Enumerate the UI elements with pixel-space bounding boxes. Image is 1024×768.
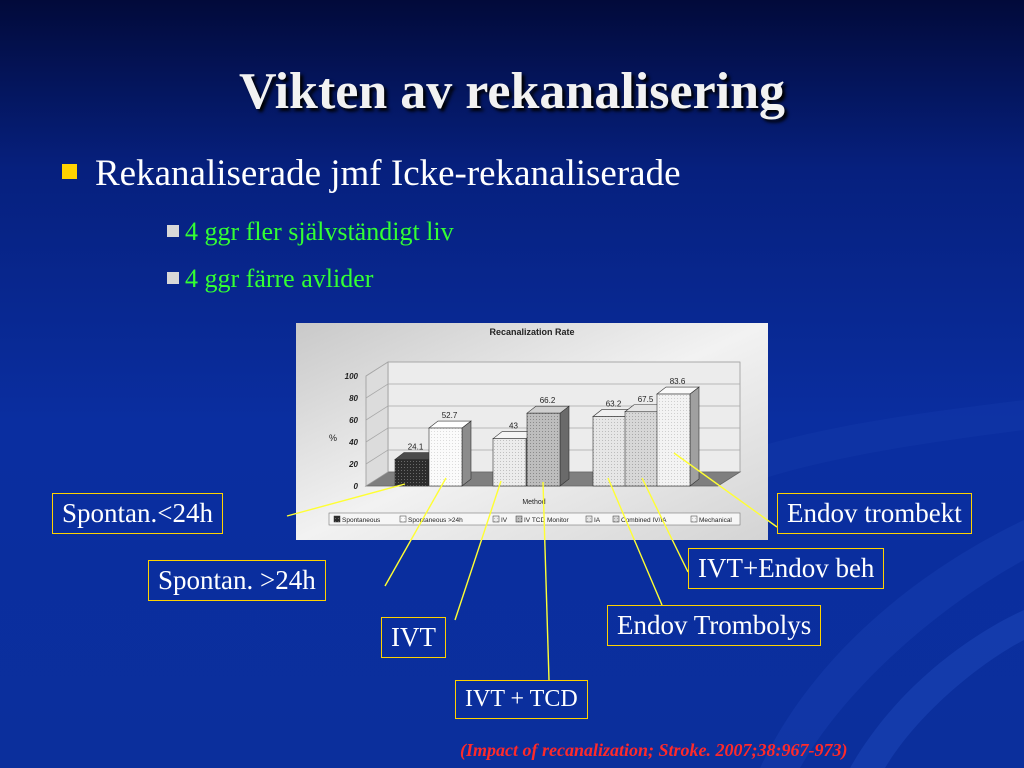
y-tick-label: 0 [353, 482, 358, 491]
bar-value-label: 43 [509, 421, 518, 431]
legend-label: Spontaneous [342, 517, 381, 524]
recanalization-rate-chart [296, 323, 768, 540]
chart-title: Recanalization Rate [489, 327, 575, 337]
legend-swatch-1 [400, 516, 406, 522]
callout-ivt-tcd: IVT + TCD [455, 680, 588, 719]
legend-swatch-3 [516, 516, 522, 522]
bar-side-3 [560, 406, 569, 486]
callout-ivt-endov: IVT+Endov beh [688, 548, 884, 589]
slide-title: Vikten av rekanalisering [238, 63, 786, 120]
y-axis-label: % [328, 433, 338, 443]
bar-5 [625, 412, 658, 486]
main-bullet-text: Rekanaliserade jmf Icke-rekanaliserade [95, 153, 681, 194]
bar-0 [395, 459, 428, 486]
bar-side-1 [462, 421, 471, 486]
x-axis-label: Method [522, 499, 546, 506]
bullet-square-icon [62, 164, 77, 179]
bar-value-label: 66.2 [539, 396, 556, 406]
sub-bullet-1 [167, 217, 454, 247]
sub-bullet-square-icon [167, 225, 179, 237]
legend-label: Spontaneous >24h [408, 517, 463, 524]
callout-endov-trombolys: Endov Trombolys [607, 605, 821, 646]
bar-value-label: 67.5 [637, 394, 654, 404]
legend-swatch-4 [586, 516, 592, 522]
y-tick-label: 80 [349, 394, 358, 403]
sub-bullet-2 [167, 264, 373, 294]
y-tick-label: 20 [349, 460, 358, 469]
bar-side-6 [690, 387, 699, 486]
bar-value-label: 63.2 [605, 399, 622, 409]
legend-label: IA [594, 517, 601, 524]
sub-bullet-2-text: 4 ggr färre avlider [185, 264, 374, 293]
legend-label: IV TCD Monitor [524, 517, 569, 524]
bar-4 [593, 416, 626, 486]
bar-value-label: 83.6 [669, 377, 686, 387]
legend-label: IV [501, 517, 508, 524]
legend-swatch-5 [613, 516, 619, 522]
callout-spontan-lt24: Spontan.<24h [52, 493, 223, 534]
sub-bullet-1-text: 4 ggr fler självständigt liv [185, 217, 454, 246]
callout-endov-trombekt: Endov trombekt [777, 493, 972, 534]
bar-value-label: 24.1 [407, 442, 424, 452]
bar-1 [429, 428, 462, 486]
y-tick-label: 100 [344, 372, 358, 381]
main-bullet [62, 152, 681, 195]
y-tick-label: 40 [349, 438, 358, 447]
citation: (Impact of recanalization; Stroke. 2007;38:967-973) [460, 740, 848, 760]
legend-swatch-0 [334, 516, 340, 522]
legend-label: Combined IV/IA [621, 517, 667, 524]
legend-swatch-2 [493, 516, 499, 522]
y-tick-label: 60 [349, 416, 358, 425]
chart-side-wall [366, 362, 388, 486]
bar-2 [493, 439, 526, 486]
callout-ivt: IVT [381, 617, 446, 658]
bar-value-label: 52.7 [441, 411, 458, 421]
bar-6 [657, 394, 690, 486]
sub-bullet-square-icon [167, 272, 179, 284]
bar-3 [527, 413, 560, 486]
legend-swatch-6 [691, 516, 697, 522]
legend-label: Mechanical [699, 517, 732, 524]
callout-spontan-gt24: Spontan. >24h [148, 560, 326, 601]
